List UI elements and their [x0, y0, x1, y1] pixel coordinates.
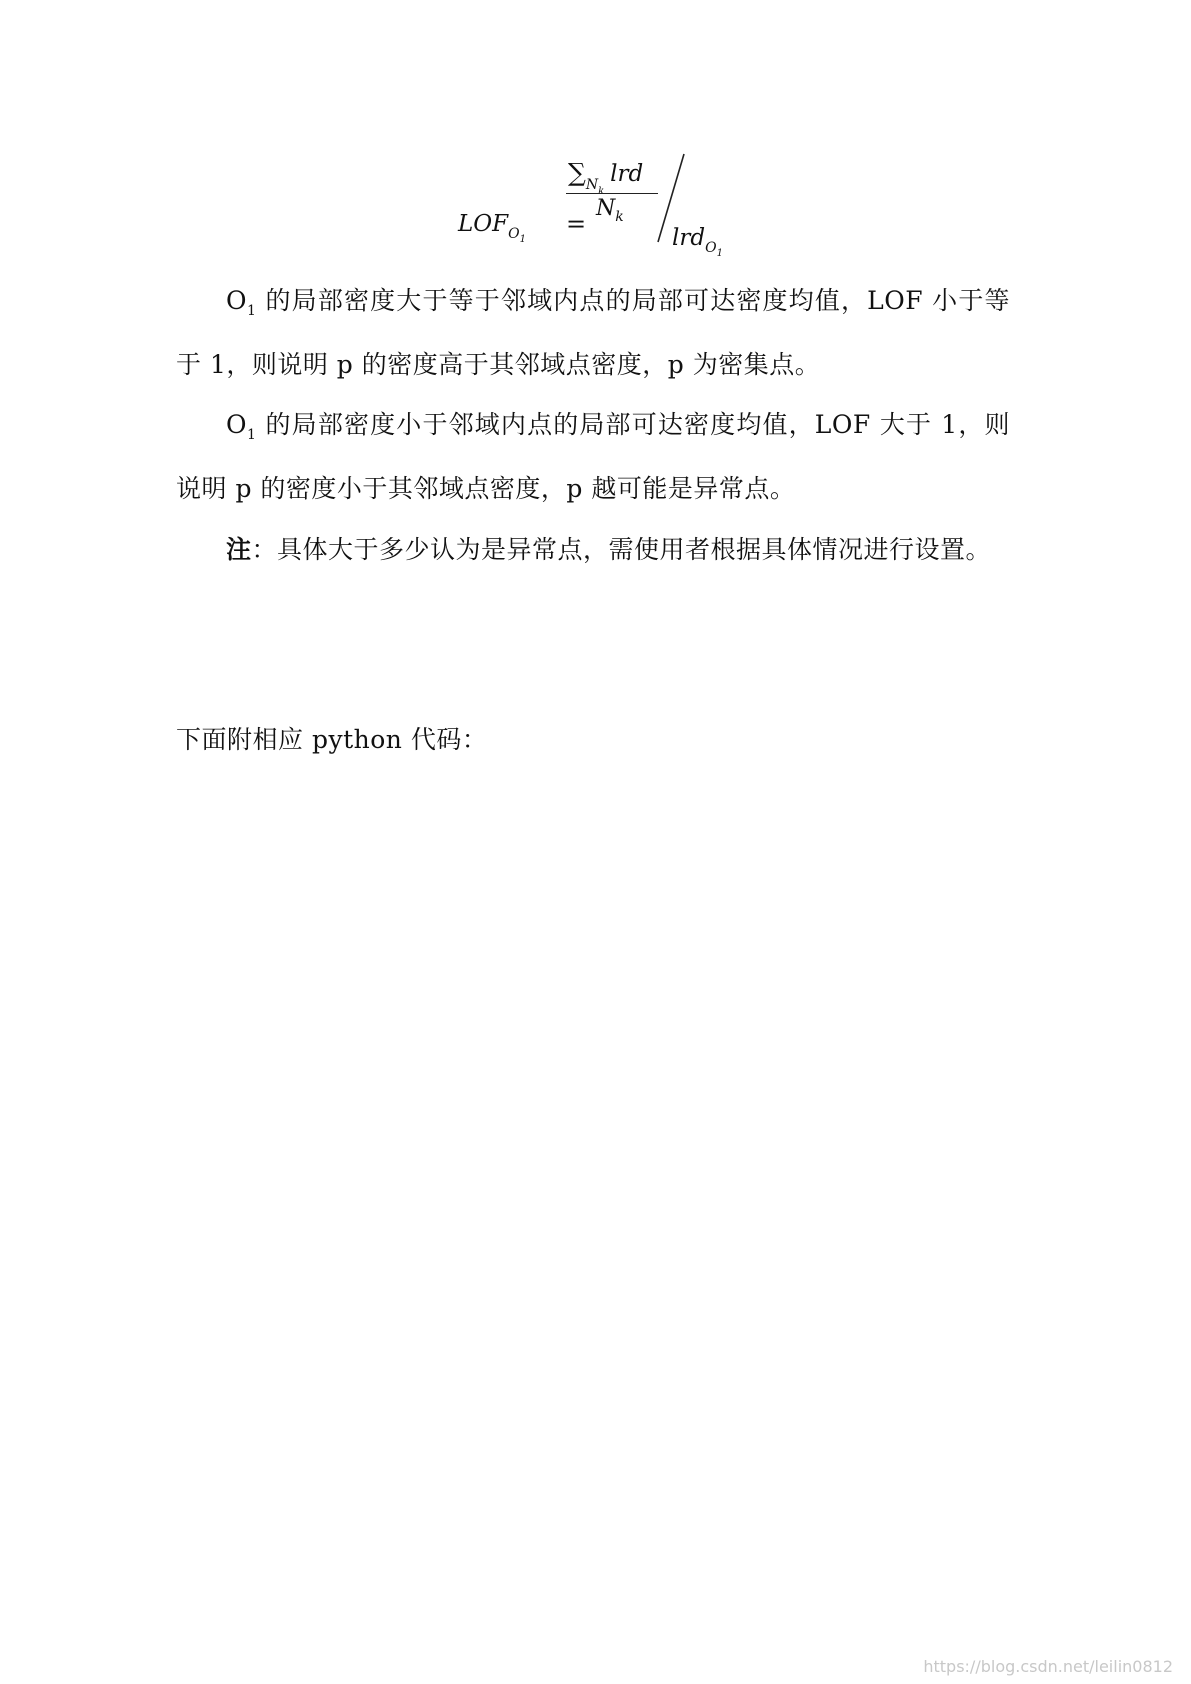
formula-lhs-sub2: 1 [519, 234, 526, 245]
paragraph-text: 的局部密度大于等于邻域内点的局部可达密度均值，LOF 小于等于 1，则说明 p 的密度高于其邻域点密度，p 为密集点。 [176, 286, 1010, 379]
sigma-symbol: ∑ [568, 158, 586, 187]
lof-formula [440, 150, 760, 260]
formula-rhs [672, 225, 723, 259]
formula-rhs-sub: O [705, 240, 717, 256]
formula-numerator-lrd: lrd [610, 161, 644, 187]
watermark: https://blog.csdn.net/leilin0812 [923, 1657, 1173, 1676]
formula-rhs-main: lrd [672, 225, 706, 251]
note-label: 注 [226, 535, 252, 564]
formula-numerator [568, 158, 644, 197]
formula-denominator-sub: k [615, 209, 624, 225]
paragraph-text: 的局部密度小于邻域内点的局部可达密度均值，LOF 大于 1，则说明 p 的密度小于其邻域点密度，p 越可能是异常点。 [176, 410, 1010, 503]
formula-lhs [458, 211, 526, 245]
paragraph-outlier-point [176, 395, 1010, 518]
formula-numerator-sub: N [585, 177, 599, 193]
o-symbol: O [226, 410, 247, 439]
fraction-bar [566, 193, 658, 194]
formula-numerator-sub2: k [598, 186, 605, 197]
paragraph-dense-point [176, 271, 1010, 394]
o-subscript: 1 [247, 427, 257, 443]
code-intro-text: 下面附相应 python 代码： [176, 725, 488, 754]
formula-lhs-sub: O [508, 226, 520, 242]
note-text: ：具体大于多少认为是异常点，需使用者根据具体情况进行设置。 [251, 535, 992, 564]
o-symbol: O [226, 286, 247, 315]
formula-rhs-sub2: 1 [716, 248, 723, 259]
formula-equals: = [566, 210, 587, 238]
paragraph-code-intro [176, 710, 1010, 769]
formula-denominator-main: N [596, 196, 616, 221]
paragraph-note [176, 520, 1010, 579]
formula-denominator [596, 196, 624, 225]
o-subscript: 1 [247, 303, 257, 319]
formula-lhs-main: LOF [458, 211, 509, 237]
